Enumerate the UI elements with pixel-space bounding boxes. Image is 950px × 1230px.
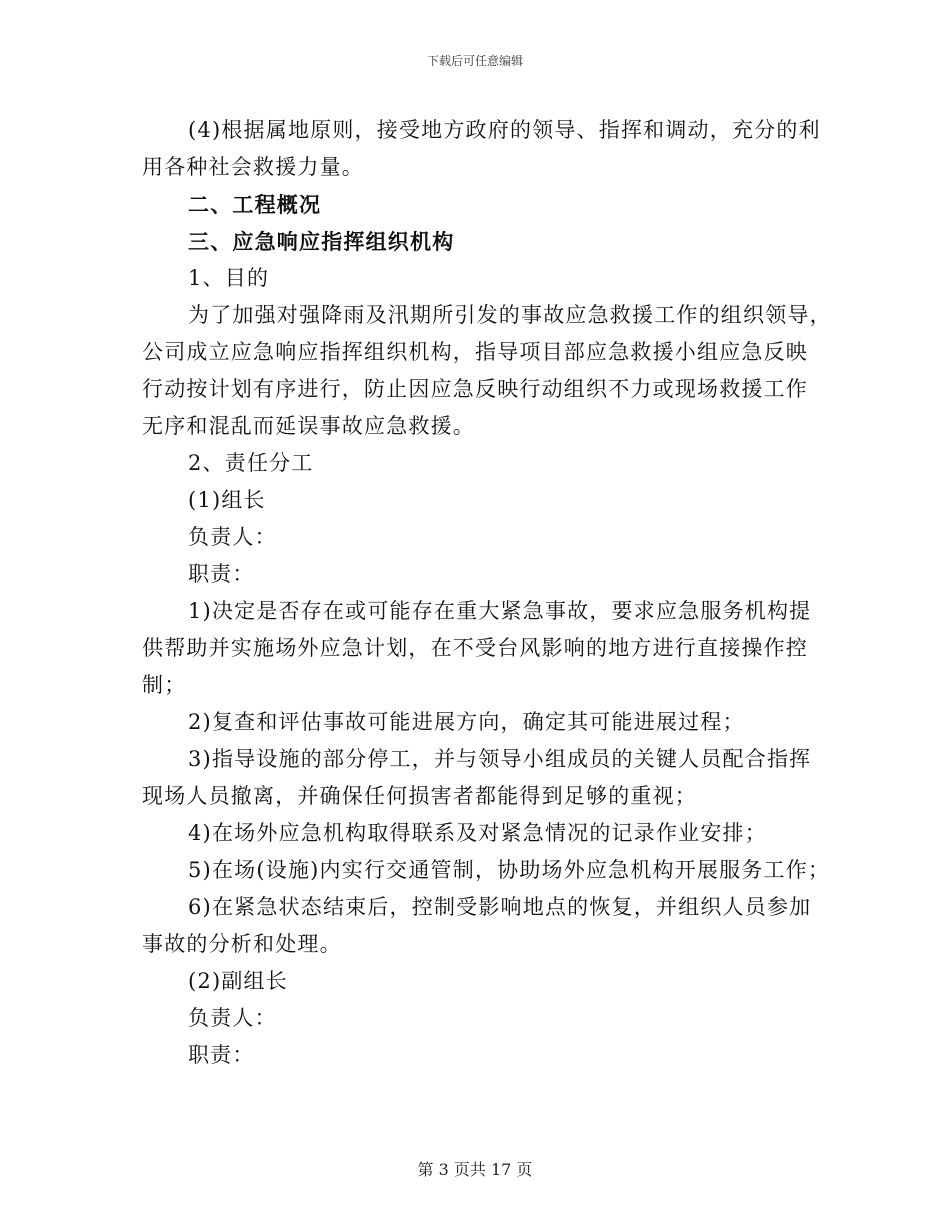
- text-line: 为了加强对强降雨及汛期所引发的事故应急救援工作的组织领导，: [188, 303, 832, 327]
- page-number: 第 3 页共 17 页: [417, 1160, 533, 1179]
- page-header: 下载后可任意编辑: [426, 54, 523, 68]
- text-line: 职责：: [188, 1043, 255, 1067]
- document-body: [142, 112, 832, 1074]
- text-line: 1、目的: [188, 266, 270, 290]
- text-line: 2、责任分工: [188, 451, 314, 475]
- text-line: 负责人：: [188, 1006, 277, 1030]
- section-heading: 二、工程概况: [188, 192, 322, 217]
- text-line: (1)组长: [188, 488, 266, 512]
- text-line: 5)在场(设施)内实行交通管制，协助场外应急机构开展服务工作；: [188, 858, 831, 882]
- text-line: 事故的分析和处理。: [142, 932, 342, 956]
- text-line: 职责：: [188, 562, 255, 586]
- section-heading: 三、应急响应指挥组织机构: [188, 229, 455, 254]
- text-line: 负责人：: [188, 525, 277, 549]
- text-line: 制；: [142, 673, 187, 697]
- text-line: 4)在场外应急机构取得联系及对紧急情况的记录作业安排；: [188, 821, 767, 845]
- text-line: 公司成立应急响应指挥组织机构，指导项目部应急救援小组应急反映: [142, 340, 808, 364]
- text-line: 现场人员撤离，并确保任何损害者都能得到足够的重视；: [142, 784, 697, 808]
- text-line: (2)副组长: [188, 969, 288, 993]
- text-line: 2)复查和评估事故可能进展方向，确定其可能进展过程；: [188, 710, 745, 734]
- text-line: 1)决定是否存在或可能存在重大紧急事故，要求应急服务机构提: [188, 599, 812, 623]
- text-line: 3)指导设施的部分停工，并与领导小组成员的关键人员配合指挥: [188, 747, 812, 771]
- text-line: 供帮助并实施场外应急计划，在不受台风影响的地方进行直接操作控: [142, 636, 808, 660]
- text-line: 6)在紧急状态结束后，控制受影响地点的恢复，并组织人员参加: [188, 895, 812, 919]
- text-line: 无序和混乱而延误事故应急救援。: [142, 414, 475, 438]
- text-line: 行动按计划有序进行，防止因应急反映行动组织不力或现场救援工作: [142, 377, 808, 401]
- text-line: 用各种社会救援力量。: [142, 155, 364, 179]
- text-line: (4)根据属地原则，接受地方政府的领导、指挥和调动，充分的利: [188, 118, 821, 142]
